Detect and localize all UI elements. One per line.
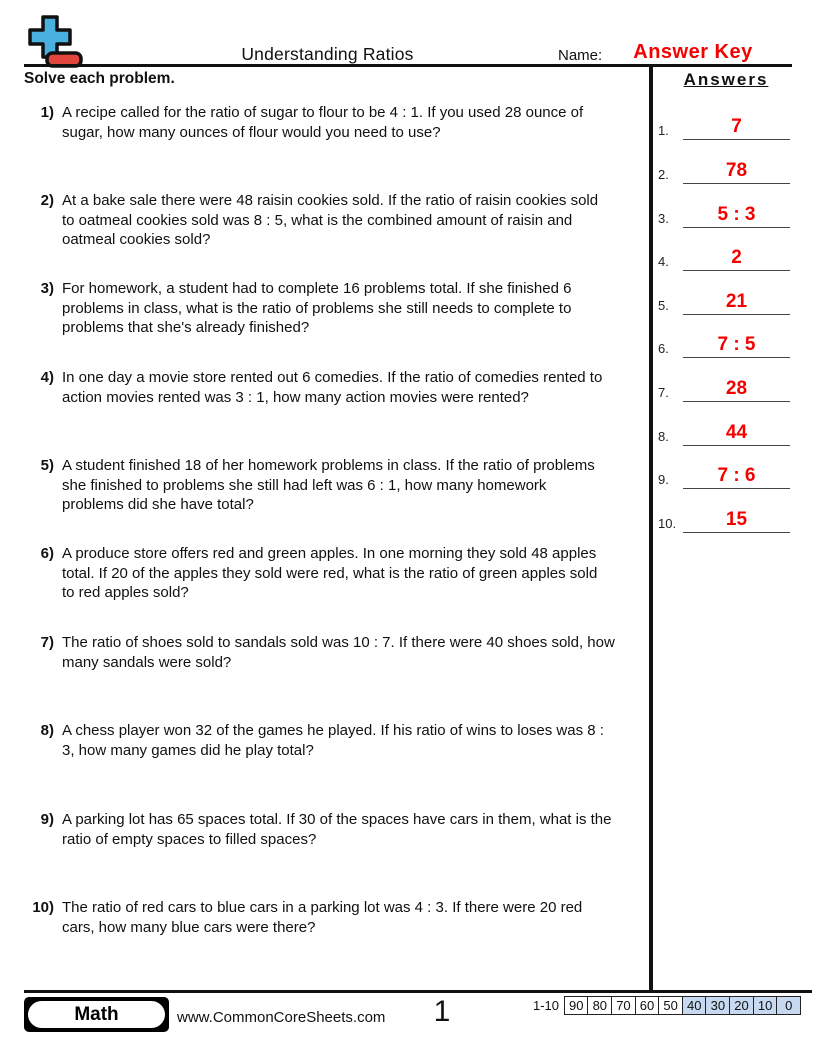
problem-number: 7) <box>40 634 54 651</box>
answer-row <box>657 198 795 228</box>
problem-text: A chess player won 32 of the games he played. If his ratio of wins to loses was 8 : 3, how many games did he play total? <box>62 722 604 759</box>
footer-divider-rule <box>24 990 812 993</box>
problem-text: In one day a movie store rented out 6 comedies. If the ratio of comedies rented to action movies rented was 3 : 1, how many action movies were rented? <box>62 369 603 406</box>
score-table <box>565 996 801 1015</box>
answer-blank-line <box>683 227 790 228</box>
problem-number: 9) <box>40 811 54 828</box>
answer-blank-line <box>683 532 790 533</box>
answer-value: 5 : 3 <box>717 204 756 225</box>
instructions-text: Solve each problem. <box>24 70 175 87</box>
problem-item <box>30 279 650 338</box>
problem-number: 10) <box>32 899 54 916</box>
answer-blank-line <box>683 401 790 402</box>
score-cell: 0 <box>776 996 801 1015</box>
header-divider-rule <box>24 64 792 67</box>
score-cell: 20 <box>729 996 754 1015</box>
answer-blank-line <box>683 183 790 184</box>
problem-text: For homework, a student had to complete 16 problems total. If she finished 6 problems in class, what is the ratio of problems she still needs to complete to problems that she's already finished? <box>62 280 572 336</box>
problem-item <box>30 721 650 760</box>
answer-number: 3. <box>658 211 669 226</box>
problem-number: 6) <box>40 545 54 562</box>
answer-row <box>657 503 795 533</box>
problem-number: 3) <box>40 280 54 297</box>
subject-badge <box>24 997 169 1032</box>
problem-number: 2) <box>40 192 54 209</box>
problem-item <box>30 810 650 849</box>
answer-blank-line <box>683 139 790 140</box>
score-cell: 60 <box>635 996 660 1015</box>
subject-badge-label: Math <box>28 1001 165 1028</box>
score-cell: 80 <box>587 996 612 1015</box>
score-cell: 90 <box>564 996 589 1015</box>
problem-item <box>30 456 650 515</box>
page-title: Understanding Ratios <box>241 44 414 64</box>
answer-row <box>657 154 795 184</box>
answer-value: 21 <box>725 291 748 312</box>
answer-row <box>657 416 795 446</box>
score-cell: 40 <box>682 996 707 1015</box>
problem-text: A parking lot has 65 spaces total. If 30 of the spaces have cars in them, what is the ratio of empty spaces to filled spaces? <box>62 811 612 848</box>
answer-number: 7. <box>658 385 669 400</box>
answer-number: 1. <box>658 123 669 138</box>
answer-value: 7 : 5 <box>717 334 756 355</box>
problem-item <box>30 368 650 407</box>
problem-number: 4) <box>40 369 54 386</box>
answer-row <box>657 372 795 402</box>
problem-number: 5) <box>40 457 54 474</box>
score-cell: 30 <box>705 996 730 1015</box>
problem-item <box>30 898 650 937</box>
problem-item <box>30 103 650 142</box>
answer-value: 78 <box>725 160 748 181</box>
answer-blank-line <box>683 445 790 446</box>
problem-text: The ratio of shoes sold to sandals sold was 10 : 7. If there were 40 shoes sold, how many sandals were sold? <box>62 634 615 671</box>
answer-number: 2. <box>658 167 669 182</box>
answer-row <box>657 285 795 315</box>
answer-row <box>657 459 795 489</box>
score-cell: 10 <box>753 996 778 1015</box>
answer-number: 10. <box>658 516 677 531</box>
score-cell: 70 <box>611 996 636 1015</box>
score-area <box>527 996 801 1015</box>
problem-number: 8) <box>40 722 54 739</box>
answer-blank-line <box>683 488 790 489</box>
answer-value: 28 <box>725 378 748 399</box>
answer-blank-line <box>683 270 790 271</box>
score-cell: 50 <box>658 996 683 1015</box>
problem-number: 1) <box>40 104 54 121</box>
problem-item <box>30 633 650 672</box>
answer-row <box>657 110 795 140</box>
answer-value: 7 : 6 <box>717 465 756 486</box>
problem-text: At a bake sale there were 48 raisin cookies sold. If the ratio of raisin cookies sold to oatmeal cookies sold was 8 : 5, what is the combined amount of raisin and oatmeal cookies sold? <box>62 192 599 248</box>
answer-blank-line <box>683 314 790 315</box>
answer-number: 9. <box>658 472 669 487</box>
page-number: 1 <box>433 995 451 1028</box>
name-label: Name: <box>558 47 603 64</box>
problem-text: A produce store offers red and green apples. In one morning they sold 48 apples total. If 20 of the apples they sold were red, what is the ratio of green apples sold to red apples sold? <box>62 545 598 601</box>
answer-blank-line <box>683 357 790 358</box>
answer-value: 2 <box>731 247 742 268</box>
answer-value: 44 <box>725 422 748 443</box>
score-range-label: 1-10 <box>532 998 559 1013</box>
answer-row <box>657 241 795 271</box>
answer-number: 5. <box>658 298 669 313</box>
problem-item <box>30 191 650 250</box>
website-text: www.CommonCoreSheets.com <box>177 1009 386 1026</box>
answer-value: 7 <box>731 116 742 137</box>
problem-text: The ratio of red cars to blue cars in a parking lot was 4 : 3. If there were 20 red cars, how many blue cars were there? <box>62 899 583 936</box>
problem-text: A student finished 18 of her homework problems in class. If the ratio of problems she finished to problems she still had left was 6 : 1, how many homework problems did she have total? <box>62 457 595 513</box>
problem-text: A recipe called for the ratio of sugar to flour to be 4 : 1. If you used 28 ounce of sugar, how many ounces of flour would you need to use? <box>62 104 584 141</box>
answer-number: 6. <box>658 341 669 356</box>
answer-value: 15 <box>725 509 748 530</box>
answers-heading: Answers <box>683 70 769 89</box>
answer-key-text: Answer Key <box>633 41 753 63</box>
answer-row <box>657 328 795 358</box>
answer-number: 4. <box>658 254 669 269</box>
answer-number: 8. <box>658 429 669 444</box>
problem-item <box>30 544 650 603</box>
